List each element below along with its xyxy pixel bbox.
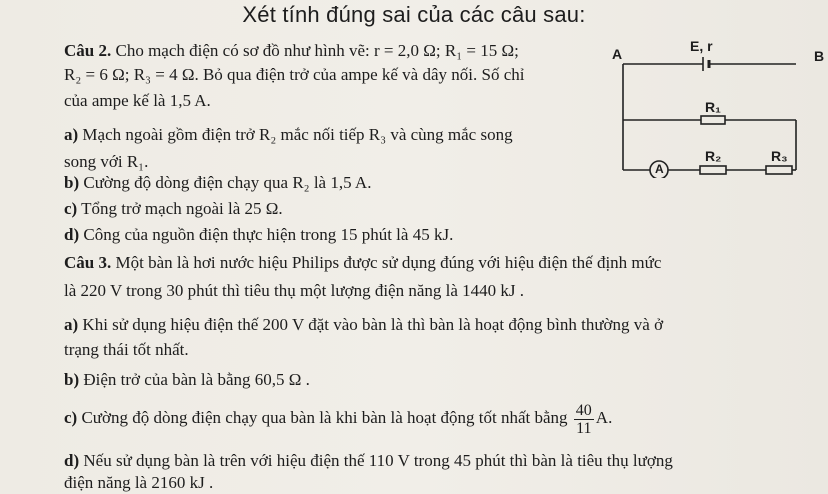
q3-line-2: là 220 V trong 30 phút thì tiêu thụ một lượng điện năng là 1440 kJ . [64,281,525,300]
q2-c-text: Tổng trở mạch ngoài là 25 Ω. [81,199,283,218]
q2-text-1: Cho mạch điện có sơ đồ như hình vẽ: r = 2,0 Ω; R₁ = 15 Ω; [115,41,519,60]
q2-d-text: Công của nguồn điện thực hiện trong 15 phút là 45 kJ. [83,225,454,244]
node-b-label: B [814,48,825,64]
r2-label: R₂ [705,148,722,164]
q3-option-b [64,370,310,390]
q3-c-unit: A. [595,408,613,427]
q2-option-d [64,225,453,245]
current-fraction [574,402,594,437]
page-title: Xét tính đúng sai của các câu sau: [242,2,586,27]
q3-a-text-1: Khi sử dụng hiệu điện thế 200 V đặt vào bàn là thì bàn là hoạt động bình thường và ở [82,315,664,334]
q3-d-label: d) [64,451,80,470]
q2-a-text-2: song với R₁. [64,152,149,171]
q2-b-text: Cường độ dòng điện chạy qua R₂ là 1,5 A. [83,173,372,192]
ammeter-label: A [655,162,664,176]
q3-c-text: Cường độ dòng điện chạy qua bàn là khi bàn là hoạt động tốt nhất bằng [81,408,568,427]
q3-label: Câu 3. [64,253,112,272]
q3-option-c [64,398,612,438]
circuit-diagram [560,38,828,178]
fraction-denominator: 11 [576,419,592,437]
q3-a-label: a) [64,315,79,334]
q3-a-text-2: trạng thái tốt nhất. [64,340,189,359]
node-a-label: A [612,46,623,62]
r3-label: R₃ [771,148,788,164]
q3-option-d [64,451,673,471]
q3-d-text-1: Nếu sử dụng bàn là trên với hiệu điện thế 110 V trong 45 phút thì bàn là tiêu thụ lượng [83,451,673,470]
q2-line-2: R₂ = 6 Ω; R₃ = 4 Ω. Bỏ qua điện trở của ampe kế và dây nối. Số chỉ [64,65,525,84]
q3-b-label: b) [64,370,80,389]
q2-option-b [64,173,371,193]
r1-resistor [701,116,725,124]
q2-c-label: c) [64,199,78,218]
q3-d-text-2: điện năng là 2160 kJ . [64,473,214,492]
r2-resistor [700,166,726,174]
q3-line-1 [64,253,661,273]
q2-d-label: d) [64,225,80,244]
q2-b-label: b) [64,173,80,192]
q2-option-a [64,125,513,145]
q3-b-text: Điện trở của bàn là bằng 60,5 Ω . [83,370,310,389]
q2-line-3: của ampe kế là 1,5 A. [64,91,211,110]
q3-text-1: Một bàn là hơi nước hiệu Philips được sử dụng đúng với hiệu điện thế định mức [115,253,662,272]
q3-option-a [64,315,663,335]
q3-c-label: c) [64,408,78,427]
q2-a-text-1: Mạch ngoài gồm điện trở R₂ mắc nối tiếp R₃ và cùng mắc song [82,125,513,144]
r1-label: R₁ [705,99,721,115]
r3-resistor [766,166,792,174]
source-label: E, r [690,38,713,54]
q2-a-label: a) [64,125,79,144]
q2-option-c [64,199,283,219]
q2-label: Câu 2. [64,41,112,60]
fraction-numerator: 40 [575,401,592,419]
q2-line-1 [64,41,519,61]
